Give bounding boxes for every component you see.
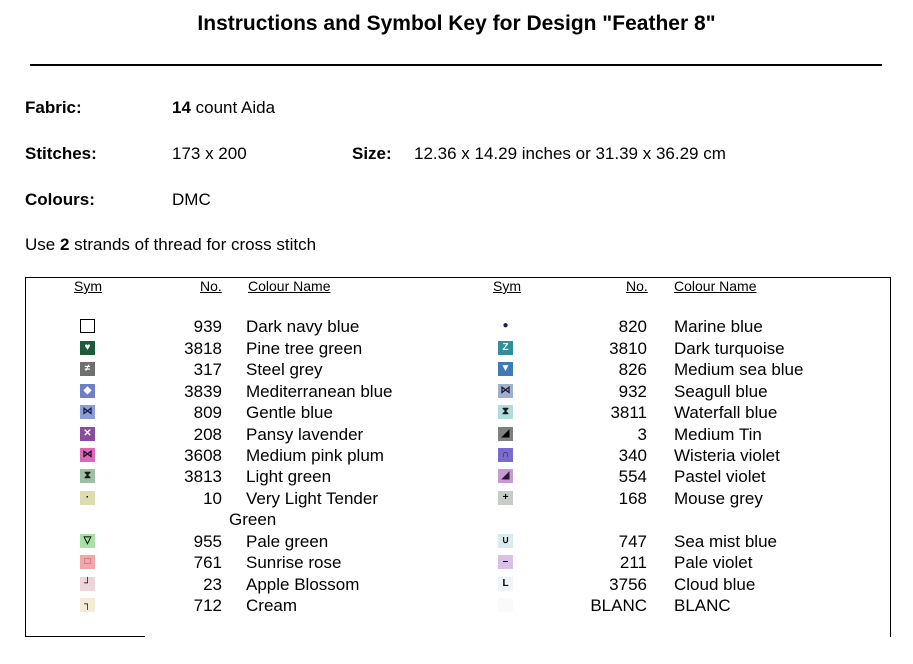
page-title: Instructions and Symbol Key for Design "Feather 8" — [197, 12, 716, 35]
left-colour-number: 208 — [193, 425, 222, 444]
right-colour-name: Medium Tin — [674, 425, 762, 444]
right-colour-number: 826 — [618, 360, 647, 379]
right-colour-number: BLANC — [590, 596, 647, 615]
left-name-header: Colour Name — [248, 278, 331, 294]
key-row — [0, 338, 913, 359]
right-colour-name: Medium sea blue — [674, 360, 804, 379]
heart-icon: ♥ — [84, 342, 91, 353]
bowtie-icon: ⋈ — [82, 406, 93, 417]
right-colour-number: 340 — [618, 446, 647, 465]
key-row — [0, 531, 913, 552]
strands-post: strands of thread for cross stitch — [69, 235, 317, 254]
strands-pre: Use — [25, 235, 60, 254]
left-colour-name: Sunrise rose — [246, 553, 342, 572]
key-row — [0, 488, 913, 509]
l-icon: L — [502, 578, 509, 589]
colours-label: Colours: — [25, 190, 95, 209]
fabric-count: 14 — [172, 98, 191, 117]
left-colour-name: Very Light Tender — [246, 489, 378, 508]
right-no-header: No. — [626, 278, 648, 294]
left-colour-number: 10 — [203, 489, 222, 508]
left-colour-number: 3608 — [184, 446, 222, 465]
right-symbol — [498, 534, 513, 548]
symbol-key-bottom-rule — [25, 636, 145, 637]
left-colour-number: 3839 — [184, 382, 222, 401]
right-colour-number: 3811 — [610, 403, 647, 422]
right-symbol — [498, 448, 513, 462]
left-colour-name: Apple Blossom — [246, 575, 360, 594]
z-icon: Z — [502, 342, 509, 353]
title-divider — [30, 64, 882, 66]
strands-instruction — [25, 235, 316, 255]
bowtie-icon: ⋈ — [500, 385, 511, 396]
strands-count: 2 — [59, 235, 70, 254]
key-row — [0, 574, 913, 595]
right-colour-number: 932 — [618, 382, 647, 401]
triangle-down-icon: ▼ — [500, 363, 511, 374]
left-colour-number: 809 — [193, 403, 222, 422]
right-colour-number: 168 — [618, 489, 647, 508]
key-row — [0, 381, 913, 402]
hourglass-icon: ⧗ — [83, 470, 92, 481]
key-row — [0, 552, 913, 573]
right-name-header: Colour Name — [674, 278, 757, 294]
circle-icon: ● — [502, 320, 509, 331]
key-row — [0, 424, 913, 445]
left-colour-name: Gentle blue — [246, 403, 333, 422]
right-colour-name: BLANC — [674, 596, 731, 615]
right-colour-number: 747 — [618, 532, 647, 551]
left-colour-number: 23 — [203, 575, 222, 594]
right-symbol — [498, 405, 513, 419]
right-symbol — [498, 362, 513, 376]
key-row — [0, 466, 913, 487]
right-symbol — [498, 577, 513, 591]
left-colour-number: 761 — [193, 553, 222, 572]
right-symbol — [498, 384, 513, 398]
right-colour-number: 3810 — [609, 339, 647, 358]
left-colour-name: Pansy lavender — [246, 425, 364, 444]
left-colour-name: Pine tree green — [246, 339, 363, 358]
key-row — [0, 445, 913, 466]
left-colour-name: Light green — [246, 467, 332, 486]
right-colour-name: Wisteria violet — [674, 446, 780, 465]
fabric-type: count Aida — [190, 98, 276, 117]
right-colour-number: 3 — [637, 425, 647, 444]
right-colour-name: Pale violet — [674, 553, 753, 572]
key-row — [0, 316, 913, 337]
left-sym-header: Sym — [74, 278, 102, 294]
right-colour-name: Seagull blue — [674, 382, 768, 401]
right-colour-name: Mouse grey — [674, 489, 763, 508]
right-colour-number: 3756 — [609, 575, 647, 594]
right-colour-name: Sea mist blue — [674, 532, 777, 551]
right-symbol — [498, 427, 513, 441]
square-icon: □ — [84, 556, 91, 567]
right-sym-header: Sym — [493, 278, 521, 294]
left-colour-name: Dark navy blue — [246, 317, 360, 336]
left-colour-name: Steel grey — [246, 360, 323, 379]
right-colour-name: Pastel violet — [674, 467, 766, 486]
left-colour-name: Cream — [246, 596, 298, 615]
colour-name-wrap: Green — [229, 510, 277, 529]
plus-icon: + — [502, 492, 509, 503]
colours-value: DMC — [172, 190, 211, 209]
right-symbol — [498, 555, 513, 569]
right-symbol — [498, 319, 513, 333]
arch-icon: ∩ — [501, 449, 510, 460]
size-label: Size: — [352, 144, 392, 163]
dash-icon: – — [502, 556, 509, 567]
dot-icon: · — [85, 492, 90, 503]
right-colour-number: 554 — [618, 467, 647, 486]
left-colour-number: 955 — [193, 532, 222, 551]
left-no-header: No. — [200, 278, 222, 294]
right-symbol — [498, 469, 513, 483]
key-row — [0, 402, 913, 423]
left-colour-number: 3818 — [184, 339, 222, 358]
fabric-value — [172, 98, 275, 118]
corner-icon: ┐ — [83, 599, 92, 610]
right-colour-number: 820 — [618, 317, 647, 336]
right-colour-name: Marine blue — [674, 317, 763, 336]
right-symbol — [498, 341, 513, 355]
right-colour-number: 211 — [619, 553, 647, 572]
corner-icon: ┘ — [83, 578, 92, 589]
corner-triangle-icon: ◢ — [501, 470, 510, 481]
left-colour-number: 317 — [193, 360, 222, 379]
left-colour-name: Medium pink plum — [246, 446, 384, 465]
left-colour-name: Mediterranean blue — [246, 382, 393, 401]
diamond-icon: ◆ — [83, 385, 92, 396]
key-row — [0, 359, 913, 380]
size-value: 12.36 x 14.29 inches or 31.39 x 36.29 cm — [414, 144, 726, 163]
right-colour-name: Waterfall blue — [674, 403, 778, 422]
cup-icon: ∪ — [501, 535, 510, 546]
right-colour-name: Cloud blue — [674, 575, 756, 594]
right-colour-name: Dark turquoise — [674, 339, 785, 358]
fabric-label: Fabric: — [25, 98, 82, 117]
right-symbol — [498, 598, 513, 612]
corner-triangle-icon: ◢ — [501, 428, 510, 439]
stitches-value: 173 x 200 — [172, 144, 247, 163]
left-colour-number: 3813 — [184, 467, 222, 486]
stitches-label: Stitches: — [25, 144, 97, 163]
left-colour-number: 712 — [193, 596, 222, 615]
cross-icon: ✕ — [83, 428, 92, 439]
key-row — [0, 595, 913, 616]
hourglass-icon: ⧗ — [501, 406, 510, 417]
bowtie-icon: ⋈ — [82, 449, 93, 460]
not-equal-icon: ≠ — [84, 363, 91, 374]
right-symbol — [498, 491, 513, 505]
left-colour-number: 939 — [193, 317, 222, 336]
left-colour-name: Pale green — [246, 532, 329, 551]
triangle-down-icon: ▽ — [83, 535, 92, 546]
